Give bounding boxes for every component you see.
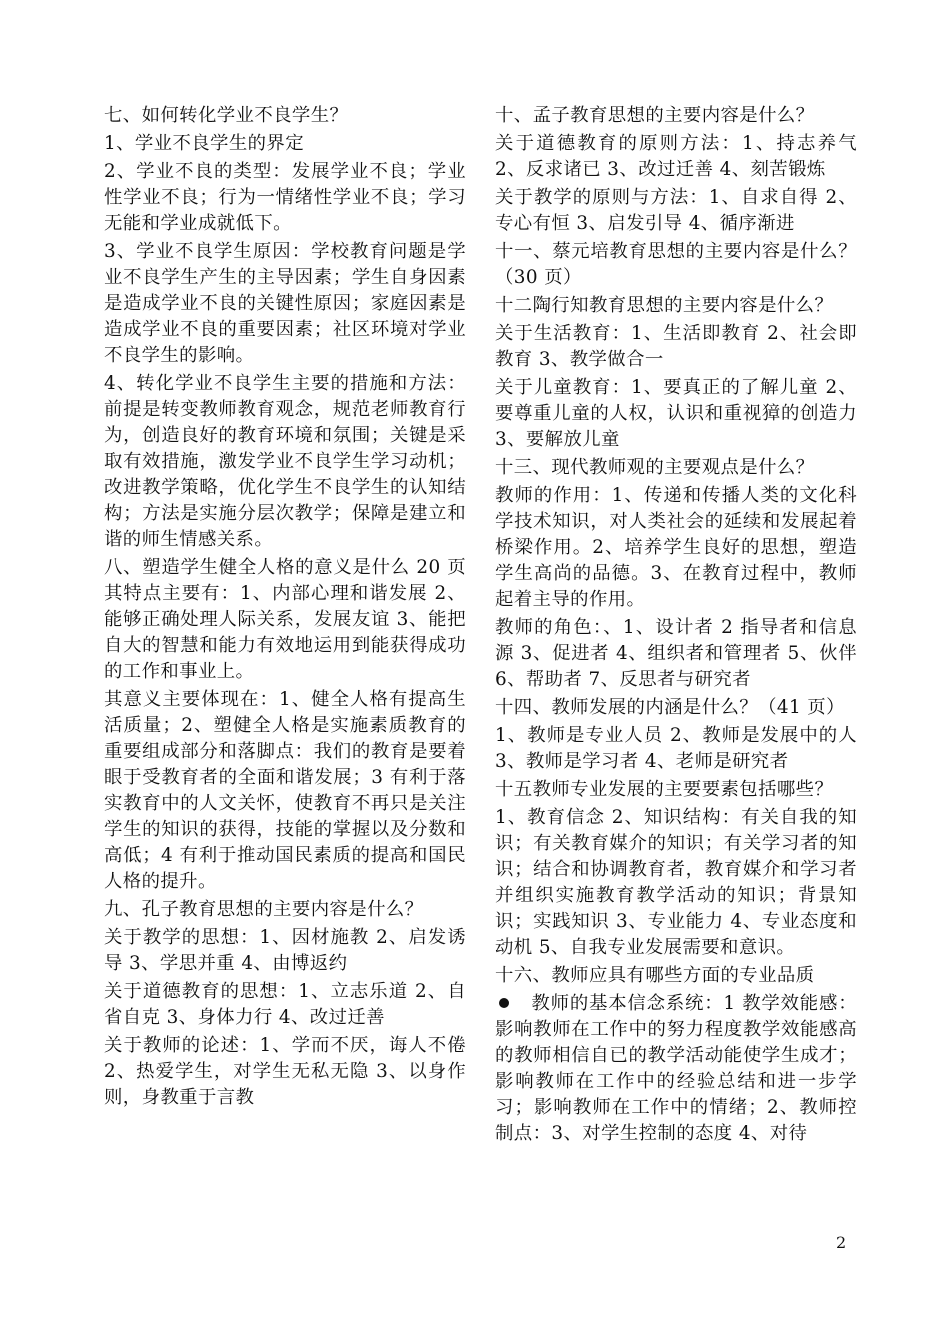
paragraph: 九、孔子教育思想的主要内容是什么？ [104,899,424,920]
paragraph: 其意义主要体现在：1、健全人格有提高生活质量；2、塑健全人格是实施素质教育的重要组成部分和落脚点：我们的教育是要着眼于受教育者的全面和谐发展；3 有利于落实教育中的人文关怀，使教育不再只是关注学生的知识的获得，技能的掌握以及分数和高低；4 有利于推动国民素质的提高和国民人格的提升。 [104,689,466,892]
paragraph: 关于道德教育的原则方法：1、持志养气 2、反求诸已 3、改过迁善 4、刻苦锻炼 [495,133,857,180]
paragraph: 教师的作用：1、传递和传播人类的文化科学技术知识，对人类社会的延续和发展起着桥梁作用。2、培养学生良好的思想，塑造学生高尚的品德。3、在教育过程中，教师起着主导的作用。 [495,485,857,610]
paragraph: 十四、教师发展的内涵是什么？（41 页） [495,697,845,718]
bullet-text: 教师的基本信念系统：1 教学效能感：影响教师在工作中的努力程度教学效能感高的教师相信自已的教学活动能使学生成才；影响教师在工作中的经验总结和进一步学习；影响教师在工作中的情绪；2、教师控制点：3、对学生控制的态度 4、对待 [495,993,857,1144]
left-column [104,103,466,1111]
paragraph: 十二陶行知教育思想的主要内容是什么？ [495,295,834,316]
paragraph: 十六、教师应具有哪些方面的专业品质 [495,965,815,986]
paragraph: 2、学业不良的类型：发展学业不良；学业性学业不良；行为一情绪性学业不良；学习无能和学业成就低下。 [104,161,466,234]
paragraph: 七、如何转化学业不良学生？ [104,105,349,126]
paragraph: 教师的角色：、1、设计者 2 指导者和信息源 3、促进者 4、组织者和管理者 5、伙伴 6、帮助者 7、反思者与研究者 [495,617,857,690]
paragraph: 1、学业不良学生的界定 [104,133,305,154]
paragraph: 八、塑造学生健全人格的意义是什么 20 页其特点主要有：1、内部心理和谐发展 2、能够正确处理人际关系，发展友谊 3、能把自大的智慧和能力有效地运用到能获得成功的工作和事业上。 [104,557,466,682]
paragraph: 关于儿童教育：1、要真正的了解儿童 2、要尊重儿童的人权，认识和重视獐的创造力 3、要解放儿童 [495,377,857,450]
paragraph: 1、教师是专业人员 2、教师是发展中的人 3、教师是学习者 4、老师是研究者 [495,725,857,772]
bullet-item [495,991,857,1147]
bullet-icon [499,998,509,1008]
paragraph: 1、教育信念 2、知识结构：有关自我的知识；有关教育媒介的知识；有关学习者的知识；结合和协调教育者，教育媒介和学习者并组织实施教育教学活动的知识；背景知识；实践知识 3、专业能力 4、专业态度和动机 5、自我专业发展需要和意识。 [495,807,857,958]
paragraph: 十五教师专业发展的主要要素包括哪些？ [495,779,834,800]
paragraph: 关于道德教育的思想：1、立志乐道 2、自省自克 3、身体力行 4、改过迁善 [104,981,466,1028]
paragraph: 关于教师的论述：1、学而不厌，诲人不倦 2、热爱学生，对学生无私无隐 3、以身作则，身教重于言教 [104,1035,466,1108]
right-column [495,103,857,1147]
paragraph: 4、转化学业不良学生主要的措施和方法：前提是转变教师教育观念，规范老师教育行为，创造良好的教育环境和氛围；关键是采取有效措施，激发学业不良学生学习动机；改进教学策略，优化学生不良学生的认知结构；方法是实施分层次教学；保障是建立和谐的师生情感关系。 [104,373,466,550]
paragraph: 关于教学的原则与方法：1、自求自得 2、专心有恒 3、启发引导 4、循序渐进 [495,187,857,234]
paragraph: 关于生活教育：1、生活即教育 2、社会即教育 3、教学做合一 [495,323,857,370]
paragraph: 十一、蔡元培教育思想的主要内容是什么？（30 页） [495,241,857,288]
paragraph: 十、孟子教育思想的主要内容是什么？ [495,105,815,126]
page-number: 2 [836,1233,847,1252]
paragraph: 十三、现代教师观的主要观点是什么？ [495,457,815,478]
paragraph: 关于教学的思想：1、因材施教 2、启发诱导 3、学思并重 4、由博返约 [104,927,466,974]
paragraph: 3、学业不良学生原因：学校教育问题是学业不良学生产生的主导因素；学生自身因素是造成学业不良的关键性原因；家庭因素是造成学业不良的重要因素；社区环境对学业不良学生的影响。 [104,241,466,366]
